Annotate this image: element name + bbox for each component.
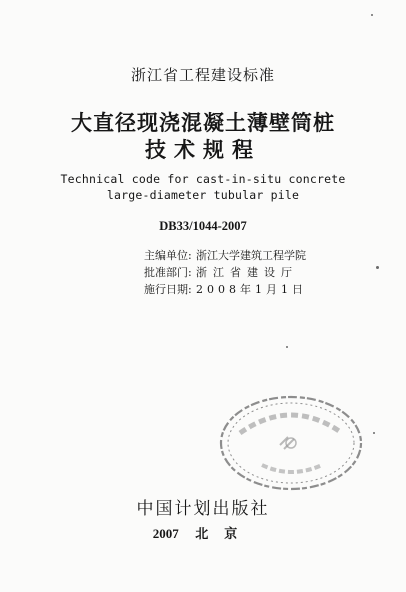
standard-code-number: DB33/1044-2007	[159, 219, 247, 233]
document-title: 大直径现浇混凝土薄壁筒桩	[71, 110, 335, 135]
publication-info	[144, 247, 307, 298]
scan-speck	[373, 432, 375, 434]
editor-value: 浙江大学建筑工程学院	[196, 249, 306, 262]
publication-place	[0, 523, 406, 542]
publication-city: 北京	[195, 527, 254, 542]
effective-date-label: 施行日期:	[144, 283, 192, 296]
english-title-line-2: large-diameter tubular pile	[106, 188, 300, 202]
approver-label: 批准部门:	[144, 266, 192, 279]
publication-year: 2007	[152, 526, 179, 541]
document-subtitle: 技术规程	[145, 137, 261, 162]
english-title-line-1: Technical code for cast-in-situ concrete	[60, 172, 346, 186]
official-seal-stamp	[218, 393, 364, 493]
editor-row	[144, 247, 307, 264]
publisher-name: 中国计划出版社	[136, 499, 270, 519]
scan-speck	[371, 14, 373, 16]
editor-label: 主编单位:	[144, 249, 192, 262]
standard-type-heading: 浙江省工程建设标准	[130, 66, 275, 84]
effective-date-row	[144, 281, 307, 298]
effective-date-value: 2008年1月1日	[196, 283, 307, 296]
scan-speck	[286, 346, 288, 348]
approver-value: 浙江省建设厅	[196, 266, 298, 279]
scan-speck	[376, 266, 379, 269]
approver-row	[144, 264, 307, 281]
